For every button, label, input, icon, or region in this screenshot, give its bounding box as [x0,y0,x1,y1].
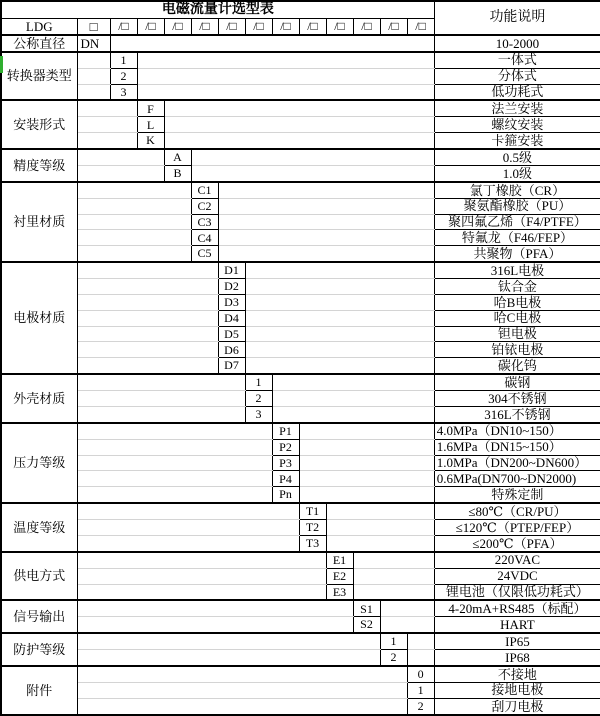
spacer-cell [77,455,272,471]
spacer-cell [77,682,407,698]
option-desc: 304不锈钢 [434,391,600,407]
spacer-cell [218,246,434,262]
option-code: C2 [191,198,218,214]
spacer-cell [137,68,434,84]
spacer-cell [326,535,434,551]
spacer-cell [77,214,191,230]
option-desc: 铂铱电极 [434,342,600,358]
spacer-cell [245,326,434,342]
group-label: 防护等级 [1,633,77,666]
spacer-cell [77,198,191,214]
spacer-cell [77,666,407,682]
option-desc: 刮刀电极 [434,698,600,715]
option-code: 0 [407,666,434,682]
option-code: 1 [245,374,272,390]
option-code: P3 [272,455,299,471]
spacer-cell [77,439,272,455]
spacer-cell [110,35,434,52]
spacer-cell [77,166,164,182]
option-desc: ≤80℃（CR/PU） [434,503,600,519]
code-slot: /□ [137,19,164,35]
spacer-cell [77,374,245,390]
option-code: L [137,117,164,133]
spacer-cell [77,262,218,278]
option-code: 1 [407,682,434,698]
group-label: 压力等级 [1,423,77,503]
spacer-cell [218,182,434,198]
spacer-cell [77,246,191,262]
option-desc: 不接地 [434,666,600,682]
option-desc: ≤200℃（PFA） [434,535,600,551]
spacer-cell [380,617,434,633]
code-slot: /□ [299,19,326,35]
spacer-cell [77,149,164,165]
spacer-cell [245,262,434,278]
option-code: D2 [218,279,245,295]
spacer-cell [218,198,434,214]
option-code: 2 [110,68,137,84]
option-desc: 分体式 [434,68,600,84]
spacer-cell [299,455,434,471]
spacer-cell [77,391,245,407]
option-desc: 一体式 [434,52,600,68]
option-desc: 316L不锈钢 [434,406,600,422]
spacer-cell [77,100,137,116]
option-desc: 哈C电极 [434,310,600,326]
spacer-cell [77,520,299,536]
spacer-cell [245,358,434,374]
option-desc: ≤120℃（PTEP/FEP） [434,520,600,536]
option-code: 3 [245,406,272,422]
spacer-cell [299,487,434,503]
spacer-cell [245,342,434,358]
option-code: Pn [272,487,299,503]
group-label: 附件 [1,666,77,715]
spacer-cell [299,471,434,487]
option-code: P2 [272,439,299,455]
option-code: C5 [191,246,218,262]
spacer-cell [77,600,353,616]
spacer-cell [77,568,326,584]
option-desc: 220VAC [434,552,600,568]
spacer-cell [77,535,299,551]
spacer-cell [353,552,434,568]
spacer-cell [245,310,434,326]
spacer-cell [77,503,299,519]
spacer-cell [164,117,434,133]
spacer-cell [77,310,218,326]
code-slot: /□ [407,19,434,35]
spacer-cell [272,391,434,407]
spacer-cell [245,294,434,310]
spacer-cell [77,326,218,342]
option-code: P1 [272,423,299,439]
model-prefix: LDG [1,19,77,35]
option-desc: 特殊定制 [434,487,600,503]
spacer-cell [326,503,434,519]
option-desc: 4-20mA+RS485（标配） [434,600,600,616]
group-label: 外壳材质 [1,374,77,423]
option-code: E3 [326,584,353,600]
spacer-cell [77,68,110,84]
option-code: T2 [299,520,326,536]
spacer-cell [137,52,434,68]
option-code: 2 [407,698,434,715]
option-desc: 0.5级 [434,149,600,165]
spacer-cell [164,133,434,149]
option-desc: 316L电极 [434,262,600,278]
spacer-cell [77,279,218,295]
spacer-cell [77,471,272,487]
option-code: D6 [218,342,245,358]
spacer-cell [77,584,326,600]
code-slot: /□ [353,19,380,35]
spacer-cell [407,633,434,649]
code-slot: /□ [164,19,191,35]
function-column-header: 功能说明 [434,1,600,35]
spacer-cell [272,406,434,422]
spacer-cell [77,358,218,374]
option-desc: IP65 [434,633,600,649]
spacer-cell [77,294,218,310]
option-desc: HART [434,617,600,633]
spacer-cell [218,214,434,230]
option-code: S2 [353,617,380,633]
option-code: 3 [110,84,137,100]
group-label: 电极材质 [1,262,77,374]
spacer-cell [77,633,380,649]
spacer-cell [272,374,434,390]
option-desc: 24VDC [434,568,600,584]
option-desc: IP68 [434,650,600,666]
spacer-cell [245,279,434,295]
option-desc: 氯丁橡胶（CR） [434,182,600,198]
spacer-cell [191,166,434,182]
option-desc: 钽电极 [434,326,600,342]
option-desc: 低功耗式 [434,84,600,100]
option-code: E1 [326,552,353,568]
group-label: 温度等级 [1,503,77,552]
option-desc: 卡箍安装 [434,133,600,149]
spacer-cell [353,568,434,584]
code-slot: /□ [110,19,137,35]
spacer-cell [77,230,191,246]
spacer-cell [299,439,434,455]
option-desc: 1.0MPa（DN200~DN600） [434,455,600,471]
group-label: 信号输出 [1,600,77,633]
option-code: D1 [218,262,245,278]
code-slot: /□ [218,19,245,35]
option-code: C4 [191,230,218,246]
option-desc: 接地电极 [434,682,600,698]
edge-artifact [0,56,3,73]
spacer-cell [164,100,434,116]
option-code: C3 [191,214,218,230]
option-code: D3 [218,294,245,310]
option-desc: 法兰安装 [434,100,600,116]
option-code: 1 [380,633,407,649]
spacer-cell [77,52,110,68]
option-desc: 碳化钨 [434,358,600,374]
option-desc: 0.6MPa(DN700~DN2000) [434,471,600,487]
spacer-cell [353,584,434,600]
spacer-cell [77,423,272,439]
option-code: 2 [245,391,272,407]
option-code: B [164,166,191,182]
spacer-cell [77,406,245,422]
option-desc: 4.0MPa（DN10~150） [434,423,600,439]
spacer-cell [137,84,434,100]
option-code: D7 [218,358,245,374]
code-slot: /□ [245,19,272,35]
option-desc: 碳钢 [434,374,600,390]
option-code: E2 [326,568,353,584]
spacer-cell [407,650,434,666]
option-code: A [164,149,191,165]
code-placeholder-box: □ [77,19,110,35]
dn-range-value: 10-2000 [434,35,600,52]
option-desc: 哈B电极 [434,294,600,310]
spacer-cell [77,84,110,100]
option-desc: 聚氨酯橡胶（PU） [434,198,600,214]
spacer-cell [77,342,218,358]
option-code: S1 [353,600,380,616]
option-code: T3 [299,535,326,551]
option-desc: 共聚物（PFA） [434,246,600,262]
option-desc: 聚四氟乙烯（F4/PTFE） [434,214,600,230]
option-code: 1 [110,52,137,68]
spacer-cell [380,600,434,616]
code-slot: /□ [326,19,353,35]
group-label: 衬里材质 [1,182,77,262]
option-code: F [137,100,164,116]
option-code: P4 [272,471,299,487]
option-desc: 1.0级 [434,166,600,182]
group-label: 安装形式 [1,100,77,149]
dn-code: DN [77,35,110,52]
code-slot: /□ [380,19,407,35]
option-code: D4 [218,310,245,326]
group-label: 精度等级 [1,149,77,182]
option-desc: 螺纹安装 [434,117,600,133]
option-desc: 特氟龙（F46/FEP） [434,230,600,246]
spacer-cell [77,133,137,149]
code-slot: /□ [272,19,299,35]
spacer-cell [299,423,434,439]
option-desc: 1.6MPa（DN15~150） [434,439,600,455]
spacer-cell [77,117,137,133]
row-label-nominal-diameter: 公称直径 [1,35,77,52]
option-code: T1 [299,503,326,519]
spacer-cell [77,487,272,503]
option-desc: 锂电池（仅限低功耗式） [434,584,600,600]
table-title: 电磁流量计选型表 [1,1,434,19]
option-code: C1 [191,182,218,198]
spacer-cell [77,617,353,633]
option-code: D5 [218,326,245,342]
spacer-cell [77,182,191,198]
option-code: 2 [380,650,407,666]
group-label: 供电方式 [1,552,77,601]
spacer-cell [77,698,407,715]
spacer-cell [218,230,434,246]
group-label: 转换器类型 [1,52,77,101]
code-slot: /□ [191,19,218,35]
option-desc: 钛合金 [434,279,600,295]
option-code: K [137,133,164,149]
spacer-cell [77,552,326,568]
spacer-cell [77,650,380,666]
spacer-cell [191,149,434,165]
spacer-cell [326,520,434,536]
